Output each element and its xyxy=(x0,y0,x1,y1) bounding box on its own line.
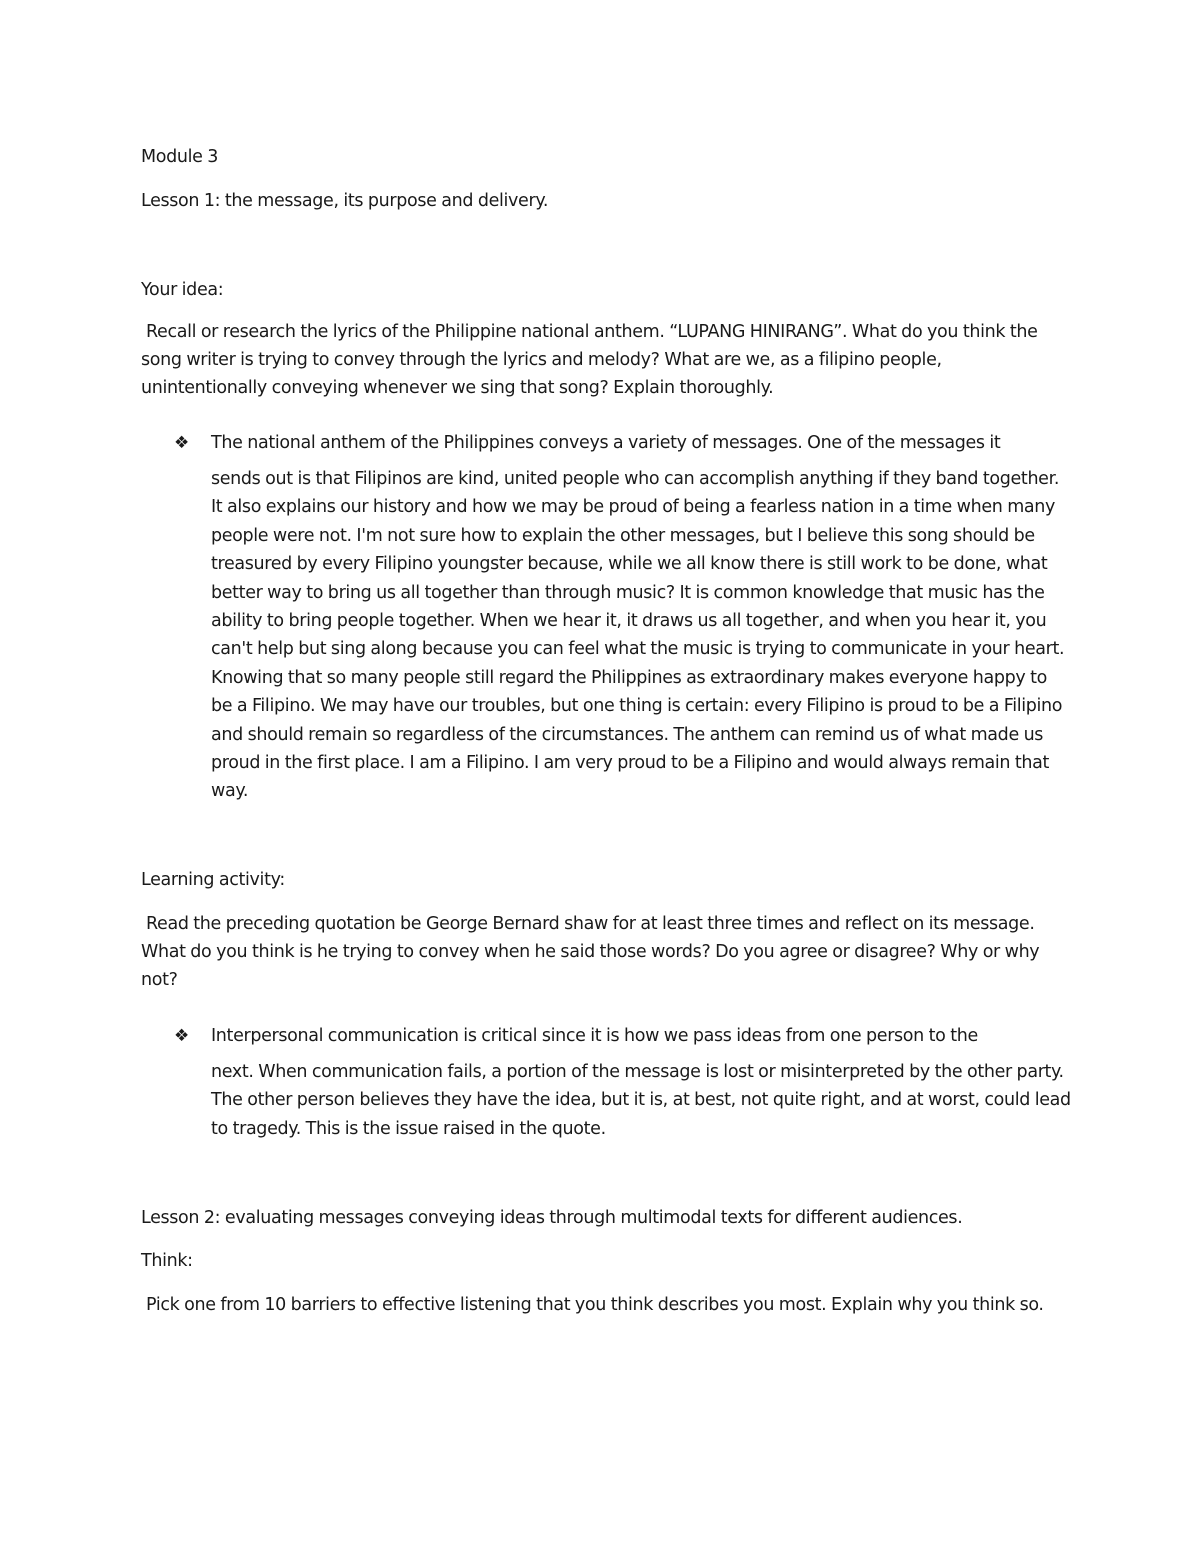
module-title: Module 3 xyxy=(141,147,219,167)
learning-activity-answer-first-line: Interpersonal communication is critical since it is how we pass ideas from one person to the xyxy=(211,1026,978,1046)
your-idea-answer xyxy=(211,429,1071,806)
lesson-1-title: Lesson 1: the message, its purpose and delivery. xyxy=(141,191,549,211)
your-idea-answer-first-line: The national anthem of the Philippines conveys a variety of messages. One of the messages it xyxy=(211,433,1001,453)
think-prompt: Pick one from 10 barriers to effective listening that you think describes you most. Explain why you think so. xyxy=(146,1295,1044,1315)
learning-activity-prompt: Read the preceding quotation be George Bernard shaw for at least three times and reflect on its message. What do you think is he trying to convey when he said those words? Do you agree or disagree? Why or why not? xyxy=(141,914,1040,990)
your-idea-answer-body: sends out is that Filipinos are kind, united people who can accomplish anything if they band together. It also explains our history and how we may be proud of being a fearless nation in a time when many people were not. I'm not sure how to explain the other messages, but I believe this song should be treasured by every Filipino youngster because, while we all know there is still work to be done, what better way to bring us all together than through music? It is common knowledge that music has the ability to bring people together. When we hear it, it draws us all together, and when you hear it, you can't help but sing along because you can feel what the music is trying to communicate in your heart. Knowing that so many people still regard the Philippines as extraordinary makes everyone happy to be a Filipino. We may have our troubles, but one thing is certain: every Filipino is proud to be a Filipino and should remain so regardless of the circumstances. The anthem can remind us of what made us proud in the first place. I am a Filipino. I am very proud to be a Filipino and would always remain that way. xyxy=(211,469,1065,802)
diamond-bullet-icon: ❖ xyxy=(174,1026,190,1046)
your-idea-heading: Your idea: xyxy=(141,280,224,300)
diamond-bullet-icon: ❖ xyxy=(174,433,190,453)
learning-activity-answer-body: next. When communication fails, a portion of the message is lost or misinterpreted by the other party. The other person believes they have the idea, but it is, at best, not quite right, and at worst, could lead to tragedy. This is the issue raised in the quote. xyxy=(211,1062,1071,1139)
think-heading: Think: xyxy=(141,1251,193,1271)
lesson-2-title: Lesson 2: evaluating messages conveying ideas through multimodal texts for different audiences. xyxy=(141,1208,963,1228)
learning-activity-heading: Learning activity: xyxy=(141,870,285,890)
your-idea-prompt: Recall or research the lyrics of the Philippine national anthem. “LUPANG HINIRANG”. What do you think the song writer is trying to convey through the lyrics and melody? What are we, as a filipino people, unintentionally conveying whenever we sing that song? Explain thoroughly. xyxy=(141,322,1038,398)
learning-activity-answer xyxy=(211,1022,1071,1143)
